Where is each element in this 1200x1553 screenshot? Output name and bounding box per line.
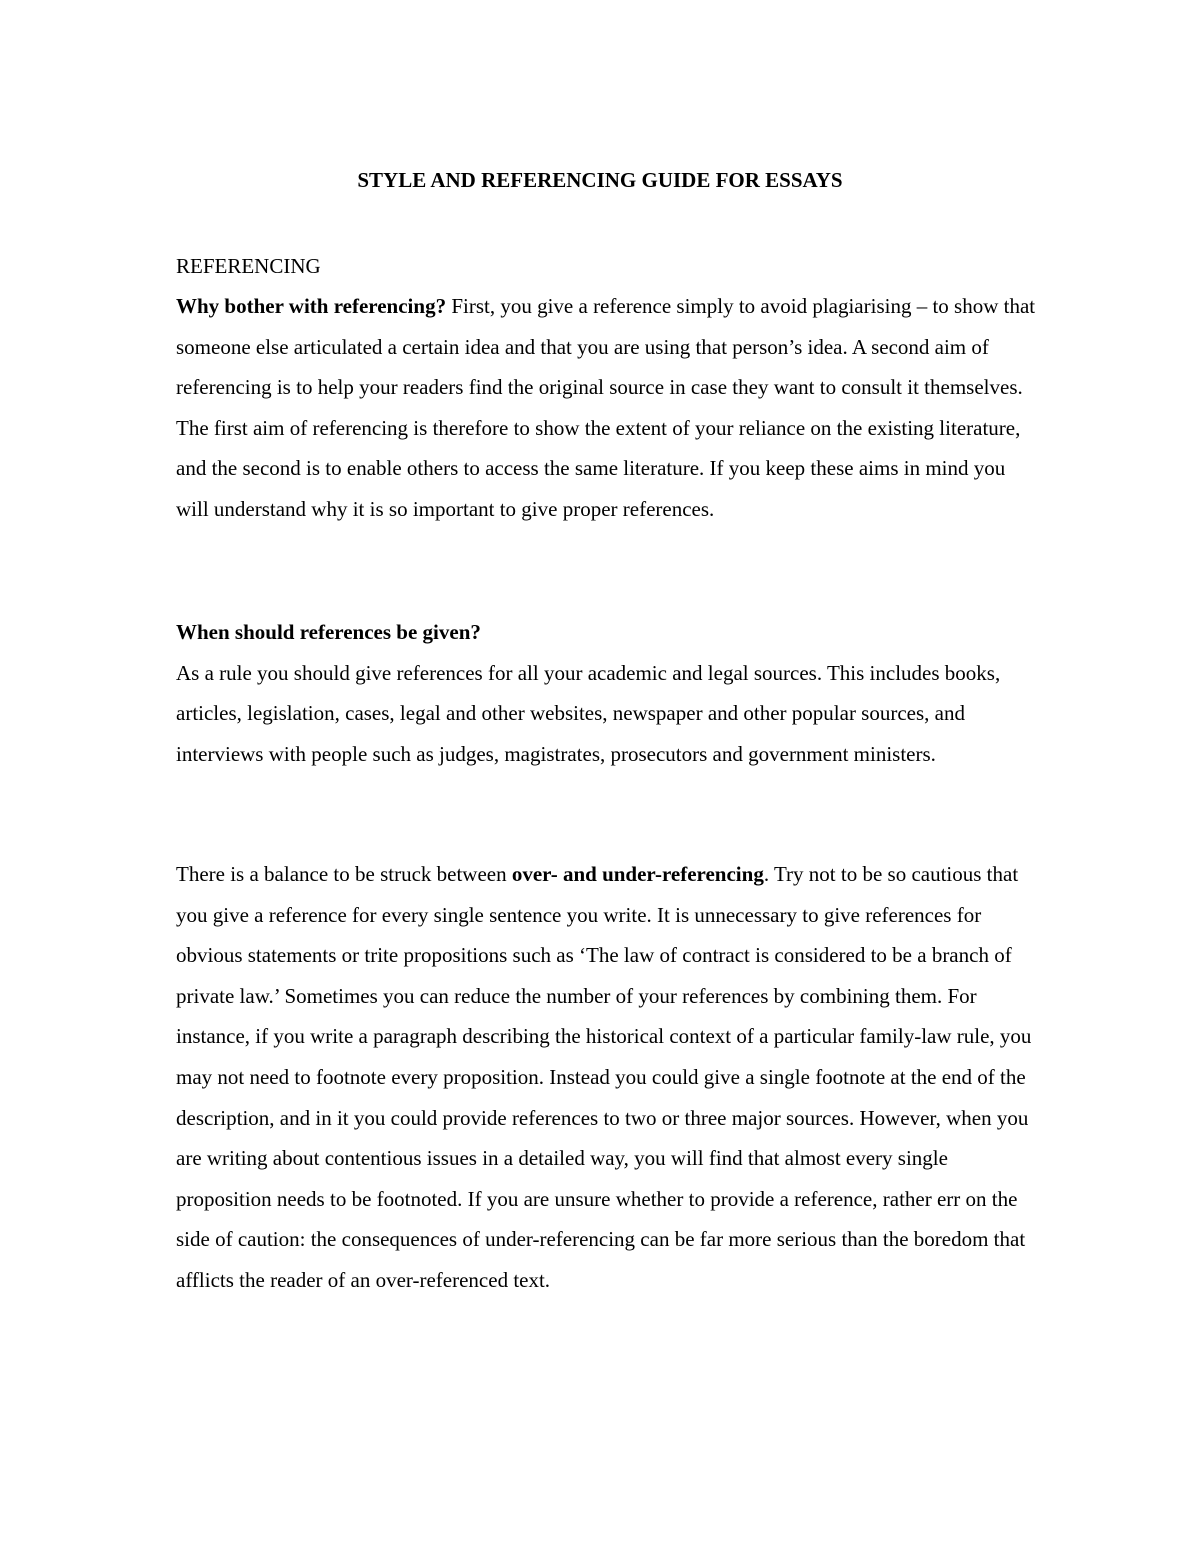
paragraph-when-reference	[176, 612, 1036, 774]
paragraph-body: First, you give a reference simply to avoid plagiarising – to show that someone else articulated a certain idea and that you are using that person’s idea. A second aim of referencing is to help your readers find the original source in case they want to consult it themselves. The first aim of referencing is therefore to show the extent of your reliance on the existing literature, and the second is to enable others to access the same literature. If you keep these aims in mind you will understand why it is so important to give proper references.	[176, 294, 1036, 521]
paragraph-bold-phrase: over- and under-referencing	[511, 862, 764, 886]
paragraph-balance	[176, 854, 1036, 1301]
section-heading: REFERENCING	[176, 254, 321, 278]
document-title: STYLE AND REFERENCING GUIDE FOR ESSAYS	[357, 168, 843, 192]
paragraph-why-reference	[176, 286, 1036, 530]
paragraph-text-after: . Try not to be so cautious that you give a reference for every single sentence you write. It is unnecessary to give references for obvious statements or trite propositions such as ‘The law of contract is considered to be a branch of private law.’ Sometimes you can reduce the number of your references by combining them. For instance, if you write a paragraph describing the historical context of a particular family-law rule, you may not need to footnote every proposition. Instead you could give a single footnote at the end of the description, and in it you could provide references to two or three major sources. However, when you are writing about contentious issues in a detailed way, you will find that almost every single proposition needs to be footnoted. If you are unsure whether to provide a reference, rather err on the side of caution: the consequences of under-referencing can be far more serious than the boredom that afflicts the reader of an over-referenced text.	[176, 862, 1032, 1292]
paragraph-text-before: There is a balance to be struck between	[176, 862, 512, 886]
paragraph-question: When should references be given?	[176, 620, 481, 644]
paragraph-question: Why bother with referencing?	[176, 294, 447, 318]
paragraph-body: As a rule you should give references for all your academic and legal sources. This includes books, articles, legislation, cases, legal and other websites, newspaper and other popular sources, and interviews with people such as judges, magistrates, prosecutors and government ministers.	[176, 660, 1001, 766]
